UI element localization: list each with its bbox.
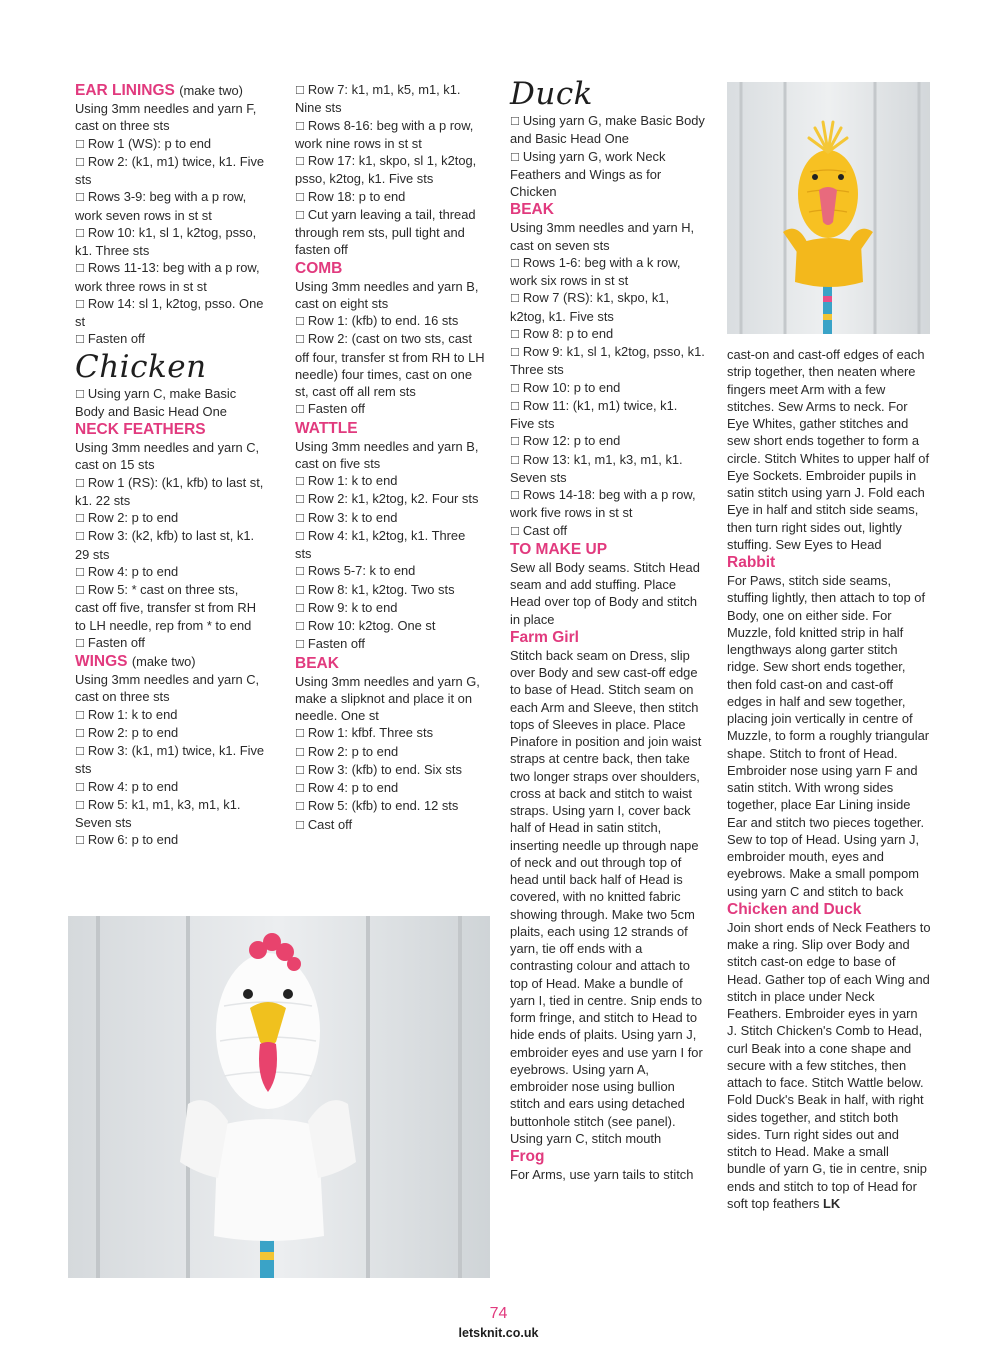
to-make-up-text: Sew all Body seams. Stitch Head seam and add stuffing. Place Head over top of Body and stitch in place: [510, 559, 700, 627]
page-number: 74: [489, 1305, 508, 1322]
neck-feathers-heading: NECK FEATHERS: [75, 421, 206, 438]
instruction-row: ☐ Using yarn G, make Basic Body and Basic Head One: [510, 112, 705, 148]
instruction-row: ☐ Row 11: (k1, m1) twice, k1. Five sts: [510, 397, 705, 433]
instruction-row: ☐ Using yarn G, work Neck Feathers and Wings as for Chicken: [510, 148, 705, 201]
instruction-row: ☐ Fasten off: [75, 330, 265, 348]
instruction-row: ☐ Row 2: p to end: [75, 509, 265, 527]
column-4: [727, 346, 931, 1212]
ear-linings-heading: EAR LININGS (make two): [75, 82, 243, 99]
comb-heading: COMB: [295, 259, 343, 277]
wings-heading: WINGS (make two): [75, 653, 196, 670]
frog-text: For Arms, use yarn tails to stitch: [510, 1167, 694, 1182]
instruction-row: ☐ Rows 1-6: beg with a k row, work six rows in st st: [510, 254, 705, 290]
neck-feathers-rows: [75, 474, 265, 653]
beak-heading-duck: BEAK: [510, 201, 554, 219]
farm-girl-heading: Farm Girl: [510, 628, 579, 646]
instruction-row: ☐ Row 10: k2tog. One st: [295, 617, 485, 635]
beak-intro-duck: Using 3mm needles and yarn H, cast on seven sts: [510, 220, 695, 253]
instruction-row: ☐ Row 18: p to end: [295, 188, 485, 206]
instruction-row: ☐ Row 13: k1, m1, k3, m1, k1. Seven sts: [510, 451, 705, 487]
instruction-row: ☐ Row 2: p to end: [75, 724, 265, 742]
instruction-row: ☐ Row 1: (kfb) to end. 16 sts: [295, 312, 485, 330]
instruction-row: ☐ Row 1: kfbf. Three sts: [295, 724, 485, 742]
duck-puppet-photo: [727, 82, 930, 334]
instruction-row: ☐ Rows 11-13: beg with a p row, work three rows in st st: [75, 259, 265, 295]
signoff: LK: [823, 1195, 841, 1211]
instruction-row: ☐ Row 2: p to end: [295, 743, 485, 761]
instruction-row: ☐ Row 9: k to end: [295, 599, 485, 617]
comb-rows: [295, 312, 485, 419]
wattle-heading: WATTLE: [295, 419, 358, 437]
instruction-row: ☐ Row 4: p to end: [75, 778, 265, 796]
instruction-row: ☐ Row 17: k1, skpo, sl 1, k2tog, psso, k2tog, k1. Five sts: [295, 152, 485, 188]
wattle-intro: Using 3mm needles and yarn B, cast on five sts: [295, 438, 479, 471]
instruction-row: ☐ Row 8: p to end: [510, 325, 705, 343]
instruction-row: ☐ Cast off: [295, 816, 485, 834]
instruction-row: ☐ Rows 3-9: beg with a p row, work seven rows in st st: [75, 188, 265, 224]
instruction-row: ☐ Rows 8-16: beg with a p row, work nine rows in st st: [295, 117, 485, 153]
instruction-row: ☐ Rows 14-18: beg with a p row, work five rows in st st: [510, 486, 705, 522]
instruction-row: ☐ Row 6: p to end: [75, 831, 265, 849]
rabbit-heading: Rabbit: [727, 554, 776, 571]
instruction-row: ☐ Row 3: (kfb) to end. Six sts: [295, 761, 485, 779]
instruction-row: ☐ Row 8: k1, k2tog. Two sts: [295, 581, 485, 599]
farm-girl-text: Stitch back seam on Dress, slip over Body and sew cast-off edge to base of Head. Stitch seam on each Arm and Sleeve, then stitch tops of Sleeves in place. Place Pinafore in position and join waist straps at centre back, then take two longer straps over shoulders, cross at back and stitch to waist straps. Using yarn I, cover back half of Head in satin stitch, inserting needle up through nape of neck and out through top of head until back half of Head is covered, with no knitted fabric showing through. Make two 5cm plaits, each using 12 strands of yarn, tie off ends with a contrasting colour and attach to top of Head. Make a bundle of yarn I, tied in centre. Snip ends to form fringe, and stitch to Head to hide ends of plaits. Using yarn J, embroider eyes and use yarn I for eyebrows. Using yarn A, embroider nose using bullion stitch and ears using detached buttonhole stitch (see panel). Using yarn C, stitch mouth: [510, 647, 703, 1146]
instruction-row: ☐ Row 9: k1, sl 1, k2tog, psso, k1. Three sts: [510, 343, 705, 379]
instruction-row: ☐ Row 1 (RS): (k1, kfb) to last st, k1. 22 sts: [75, 474, 265, 510]
instruction-row: ☐ Row 3: (k2, kfb) to last st, k1. 29 sts: [75, 527, 265, 563]
instruction-row: ☐ Row 4: p to end: [295, 779, 485, 797]
duck-title: Duck: [510, 76, 593, 112]
instruction-row: ☐ Row 4: k1, k2tog, k1. Three sts: [295, 527, 485, 563]
wings-cont-rows: [295, 81, 485, 259]
beak-rows-chicken: [295, 724, 485, 834]
wings-rows: [75, 706, 265, 850]
chicken-title: Chicken: [75, 348, 207, 385]
duck-rows: [510, 112, 705, 200]
instruction-row: ☐ Row 7 (RS): k1, skpo, k1, k2tog, k1. Five sts: [510, 289, 705, 325]
instruction-row: ☐ Row 5: k1, m1, k3, m1, k1. Seven sts: [75, 796, 265, 832]
instruction-row: ☐ Row 12: p to end: [510, 432, 705, 450]
to-make-up-heading: TO MAKE UP: [510, 540, 608, 558]
frog-heading: Frog: [510, 1148, 545, 1165]
wattle-rows: [295, 472, 485, 654]
instruction-row: ☐ Row 2: (k1, m1) twice, k1. Five sts: [75, 153, 265, 189]
instruction-row: ☐ Row 14: sl 1, k2tog, psso. One st: [75, 295, 265, 331]
ear-linings-intro: Using 3mm needles and yarn F, cast on three sts: [75, 101, 257, 134]
instruction-row: ☐ Row 1: k to end: [75, 706, 265, 724]
beak-heading-chicken: BEAK: [295, 654, 339, 672]
chicken-puppet-photo: [68, 916, 490, 1278]
instruction-row: ☐ Row 5: (kfb) to end. 12 sts: [295, 797, 485, 815]
instruction-row: ☐ Fasten off: [295, 635, 485, 653]
instruction-row: ☐ Row 2: (cast on two sts, cast off four, transfer st from RH to LH needle) four times, cast on one st, cast off all rem sts: [295, 330, 485, 400]
comb-intro: Using 3mm needles and yarn B, cast on eight sts: [295, 278, 479, 311]
instruction-row: ☐ Row 2: k1, k2tog, k2. Four sts: [295, 490, 485, 508]
wings-intro: Using 3mm needles and yarn C, cast on three sts: [75, 672, 260, 705]
site-url: letsknit.co.uk: [458, 1326, 539, 1340]
neck-feathers-intro: Using 3mm needles and yarn C, cast on 15 sts: [75, 440, 260, 473]
rabbit-text: For Paws, stitch side seams, stuffing lightly, then attach to top of Body, one on either side. For Muzzle, fold knitted strip in half lengthways along garter stitch ridge. Sew short ends together, then fold cast-on and cast-off edges in half and sew together, placing join vertically in centre of Muzzle, to form a roughly triangular shape. Stitch to front of Head. Embroider nose using yarn F and satin stitch. With wrong sides together, place Ear Lining inside Ear and stitch two pieces together. Sew to top of Head. Using yarn J, embroider mouth, eyes and eyebrows. Make a small pompom using yarn C and stitch to back: [727, 573, 930, 899]
chicken-duck-text: Join short ends of Neck Feathers to make a ring. Slip over Body and stitch cast-on edge to base of Head. Gather top of each Wing and stitch in place under Neck Feathers. Embroider eyes in yarn J. Stitch Chicken's Comb to Head, curl Beak into a cone shape and secure with a few stitches, then attach to face. Stitch Wattle below. Fold Duck's Beak in half, with right sides together, and stitch both sides. Turn right sides out and stitch to Head. Make a small bundle of yarn G, tie in centre, snip ends and stitch to top of Head for soft top feathers LK: [727, 919, 931, 1211]
instruction-row: ☐ Row 10: p to end: [510, 379, 705, 397]
frog-cont-text: cast-on and cast-off edges of each strip together, then neaten where fingers meet Arm with a few stitches. Sew Arms to neck. For Eye Whites, gather stitches and sew short ends together to form a circle. Stitch Whites to upper half of Eye Sockets. Embroider pupils in satin stitch using yarn J. Fold each Eye in half and stitch side seams, then turn right sides out, lightly stuffing. Sew Eyes to Head: [727, 347, 930, 552]
instruction-row: ☐ Cut yarn leaving a tail, thread through rem sts, pull tight and fasten off: [295, 206, 485, 259]
column-1: [75, 81, 265, 850]
ear-linings-rows: [75, 135, 265, 349]
instruction-row: ☐ Rows 5-7: k to end: [295, 562, 485, 580]
instruction-row: ☐ Row 3: k to end: [295, 509, 485, 527]
chicken-duck-heading: Chicken and Duck: [727, 900, 862, 918]
instruction-row: ☐ Row 5: * cast on three sts, cast off five, transfer st from RH to LH needle, rep from * to end: [75, 581, 265, 634]
instruction-row: ☐ Fasten off: [75, 634, 265, 652]
beak-rows-duck: [510, 254, 705, 540]
instruction-row: ☐ Row 1 (WS): p to end: [75, 135, 265, 153]
column-2: [295, 81, 485, 834]
instruction-row: ☐ Row 3: (k1, m1) twice, k1. Five sts: [75, 742, 265, 778]
instruction-row: ☐ Row 1: k to end: [295, 472, 485, 490]
instruction-row: ☐ Row 10: k1, sl 1, k2tog, psso, k1. Three sts: [75, 224, 265, 260]
chicken-rows: [75, 385, 265, 421]
instruction-row: ☐ Row 7: k1, m1, k5, m1, k1. Nine sts: [295, 81, 485, 117]
instruction-row: ☐ Row 4: p to end: [75, 563, 265, 581]
instruction-row: ☐ Cast off: [510, 522, 705, 540]
beak-intro-chicken: Using 3mm needles and yarn G, make a slipknot and place it on needle. One st: [295, 673, 480, 723]
column-3: [510, 76, 705, 1183]
instruction-row: ☐ Using yarn C, make Basic Body and Basic Head One: [75, 385, 265, 421]
instruction-row: ☐ Fasten off: [295, 400, 485, 418]
